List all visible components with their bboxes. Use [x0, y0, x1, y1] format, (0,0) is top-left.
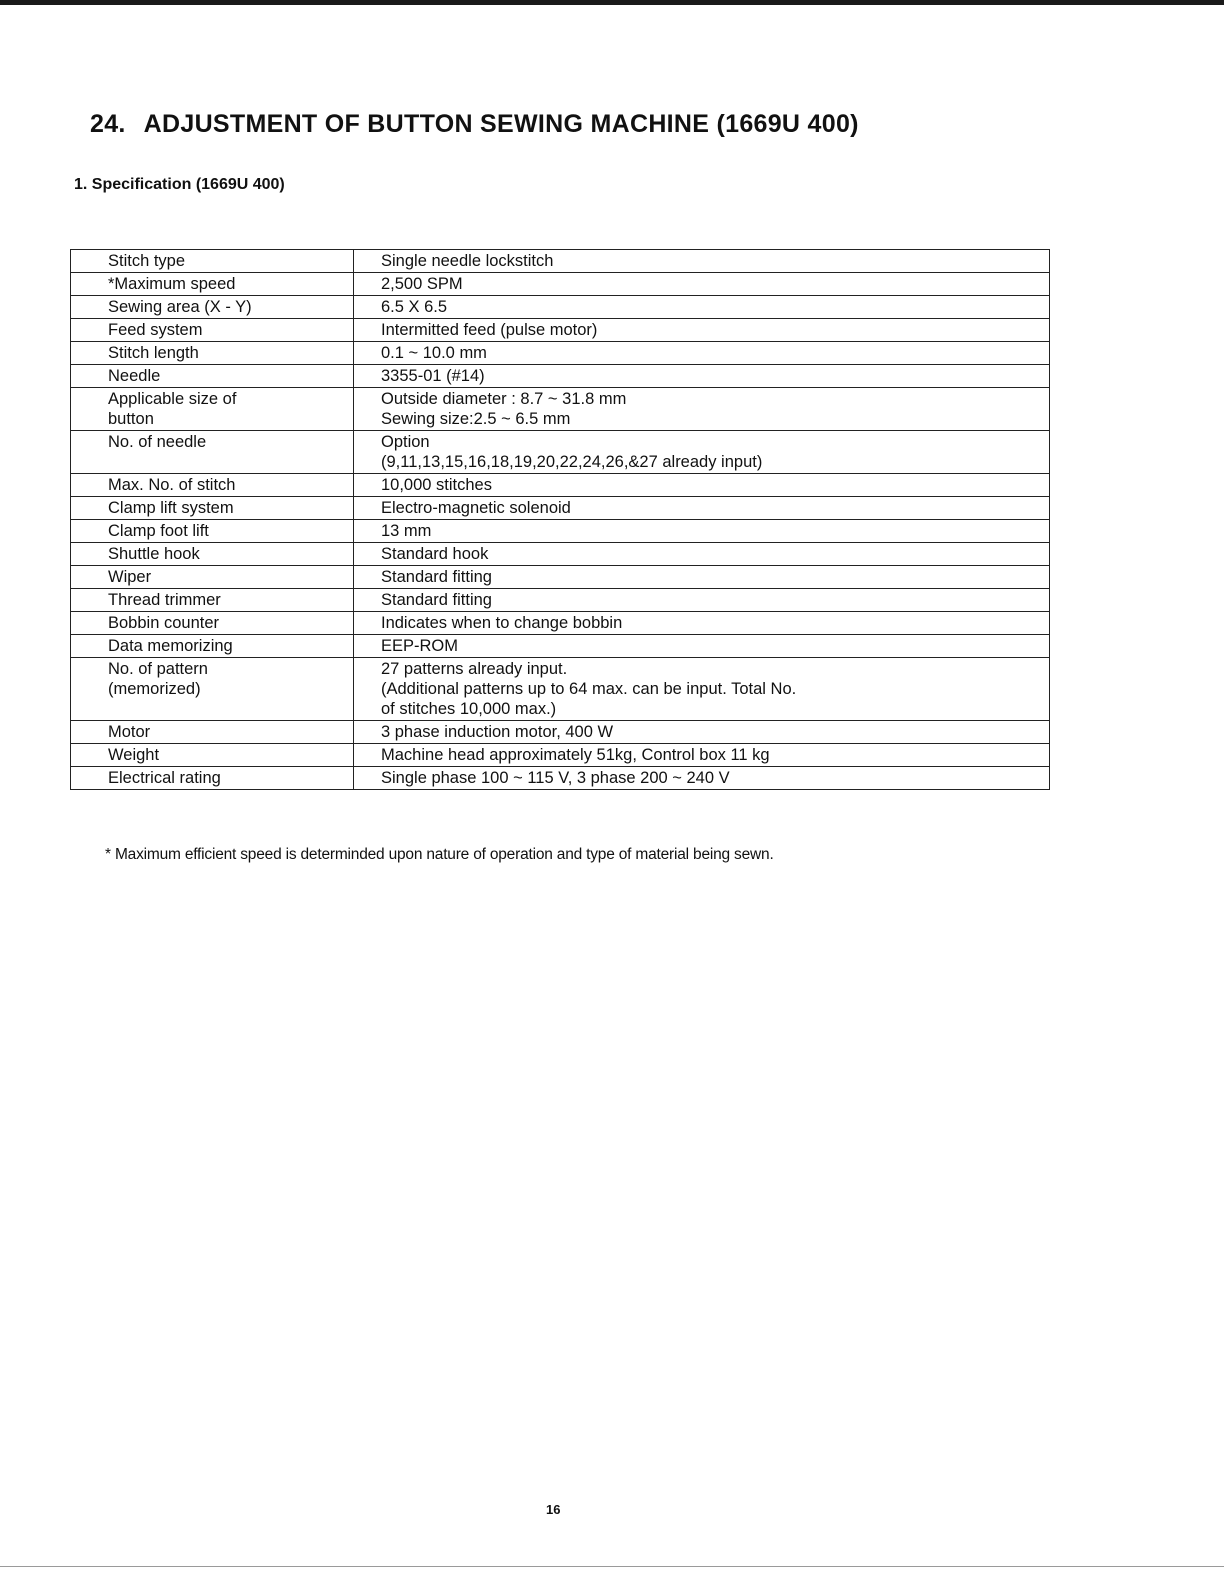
spec-value: Standard fitting — [381, 591, 492, 609]
spec-label: No. of needle — [108, 433, 207, 451]
spec-value-cell — [354, 520, 1050, 543]
spec-label: Weight — [108, 746, 160, 764]
spec-value-cell — [354, 566, 1050, 589]
spec-value: (Additional patterns up to 64 max. can be input. Total No. — [381, 680, 797, 698]
spec-value-cell — [354, 365, 1050, 388]
table-row — [71, 319, 1050, 342]
spec-label: Feed system — [108, 321, 203, 339]
spec-label-cell — [71, 767, 354, 790]
spec-label: Shuttle hook — [108, 545, 200, 563]
spec-label-cell — [71, 520, 354, 543]
spec-value-cell — [354, 721, 1050, 744]
spec-value: Option — [381, 433, 430, 451]
spec-label: Electrical rating — [108, 769, 221, 787]
spec-label-cell — [71, 658, 354, 721]
spec-value-cell — [354, 250, 1050, 273]
spec-label: Applicable size of — [108, 390, 237, 408]
spec-value: Outside diameter : 8.7 ~ 31.8 mm — [381, 390, 627, 408]
spec-label: Sewing area (X - Y) — [108, 298, 252, 316]
spec-value-cell — [354, 319, 1050, 342]
spec-value: 13 mm — [381, 522, 432, 540]
table-row — [71, 566, 1050, 589]
spec-value: Sewing size:2.5 ~ 6.5 mm — [381, 410, 571, 428]
spec-label: *Maximum speed — [108, 275, 236, 293]
spec-value: Machine head approximately 51kg, Control box 11 kg — [381, 746, 770, 764]
spec-value: 3 phase induction motor, 400 W — [381, 723, 614, 741]
spec-label: No. of pattern — [108, 660, 208, 678]
spec-label: (memorized) — [108, 680, 201, 698]
table-row — [71, 767, 1050, 790]
spec-value-cell — [354, 474, 1050, 497]
spec-label: Stitch type — [108, 252, 186, 270]
spec-label-cell — [71, 635, 354, 658]
spec-label: Max. No. of stitch — [108, 476, 236, 494]
spec-label-cell — [71, 319, 354, 342]
spec-value: 0.1 ~ 10.0 mm — [381, 344, 487, 362]
specification-table-body — [71, 250, 1050, 790]
spec-label: Data memorizing — [108, 637, 233, 655]
table-row — [71, 721, 1050, 744]
table-row — [71, 635, 1050, 658]
spec-label: button — [108, 410, 154, 428]
table-row — [71, 497, 1050, 520]
spec-label-cell — [71, 543, 354, 566]
table-row — [71, 431, 1050, 474]
spec-value: (9,11,13,15,16,18,19,20,22,24,26,&27 already input) — [381, 453, 763, 471]
spec-label-cell — [71, 744, 354, 767]
spec-label-cell — [71, 342, 354, 365]
spec-label: Needle — [108, 367, 161, 385]
spec-label-cell — [71, 474, 354, 497]
spec-label: Motor — [108, 723, 151, 741]
spec-label: Clamp foot lift — [108, 522, 209, 540]
spec-value: 27 patterns already input. — [381, 660, 568, 678]
table-row — [71, 250, 1050, 273]
spec-value-cell — [354, 744, 1050, 767]
table-row — [71, 543, 1050, 566]
spec-value: Single phase 100 ~ 115 V, 3 phase 200 ~ 240 V — [381, 769, 730, 787]
spec-value: 3355-01 (#14) — [381, 367, 485, 385]
spec-value: Standard hook — [381, 545, 489, 563]
spec-value: Intermitted feed (pulse motor) — [381, 321, 598, 339]
spec-value-cell — [354, 497, 1050, 520]
top-rule — [0, 0, 1224, 5]
spec-label: Thread trimmer — [108, 591, 221, 609]
section-number: 24. — [90, 110, 126, 138]
spec-label-cell — [71, 431, 354, 474]
table-row — [71, 474, 1050, 497]
spec-label: Bobbin counter — [108, 614, 219, 632]
spec-label-cell — [71, 273, 354, 296]
table-row — [71, 612, 1050, 635]
spec-label-cell — [71, 296, 354, 319]
subsection-title: 1. Specification (1669U 400) — [74, 176, 285, 193]
spec-value-cell — [354, 658, 1050, 721]
spec-value: Indicates when to change bobbin — [381, 614, 623, 632]
spec-value: 10,000 stitches — [381, 476, 492, 494]
table-row — [71, 589, 1050, 612]
table-row — [71, 296, 1050, 319]
spec-value-cell — [354, 431, 1050, 474]
spec-label-cell — [71, 388, 354, 431]
spec-label-cell — [71, 566, 354, 589]
specification-table — [70, 249, 1050, 790]
page-number: 16 — [546, 1502, 561, 1517]
spec-value-cell — [354, 635, 1050, 658]
spec-value: Single needle lockstitch — [381, 252, 554, 270]
spec-value: Electro-magnetic solenoid — [381, 499, 571, 517]
spec-label-cell — [71, 612, 354, 635]
section-heading — [90, 110, 859, 139]
section-title: ADJUSTMENT OF BUTTON SEWING MACHINE (1669U 400) — [143, 110, 859, 138]
table-row — [71, 388, 1050, 431]
table-row — [71, 520, 1050, 543]
spec-label-cell — [71, 250, 354, 273]
table-row — [71, 365, 1050, 388]
spec-label-cell — [71, 365, 354, 388]
spec-label-cell — [71, 721, 354, 744]
spec-value-cell — [354, 342, 1050, 365]
spec-value: 6.5 X 6.5 — [381, 298, 448, 316]
spec-value-cell — [354, 589, 1050, 612]
spec-value: of stitches 10,000 max.) — [381, 700, 557, 718]
spec-value-cell — [354, 543, 1050, 566]
table-row — [71, 342, 1050, 365]
spec-value-cell — [354, 296, 1050, 319]
spec-label-cell — [71, 589, 354, 612]
spec-value: Standard fitting — [381, 568, 492, 586]
spec-value-cell — [354, 767, 1050, 790]
spec-label: Wiper — [108, 568, 152, 586]
spec-label-cell — [71, 497, 354, 520]
spec-value-cell — [354, 612, 1050, 635]
spec-value: 2,500 SPM — [381, 275, 463, 293]
spec-value: EEP-ROM — [381, 637, 459, 655]
spec-label: Clamp lift system — [108, 499, 234, 517]
footnote: * Maximum efficient speed is determinded upon nature of operation and type of material being sewn. — [105, 846, 774, 863]
spec-value-cell — [354, 388, 1050, 431]
bottom-rule — [0, 1566, 1224, 1567]
table-row — [71, 273, 1050, 296]
table-row — [71, 658, 1050, 721]
table-row — [71, 744, 1050, 767]
spec-label: Stitch length — [108, 344, 199, 362]
spec-value-cell — [354, 273, 1050, 296]
